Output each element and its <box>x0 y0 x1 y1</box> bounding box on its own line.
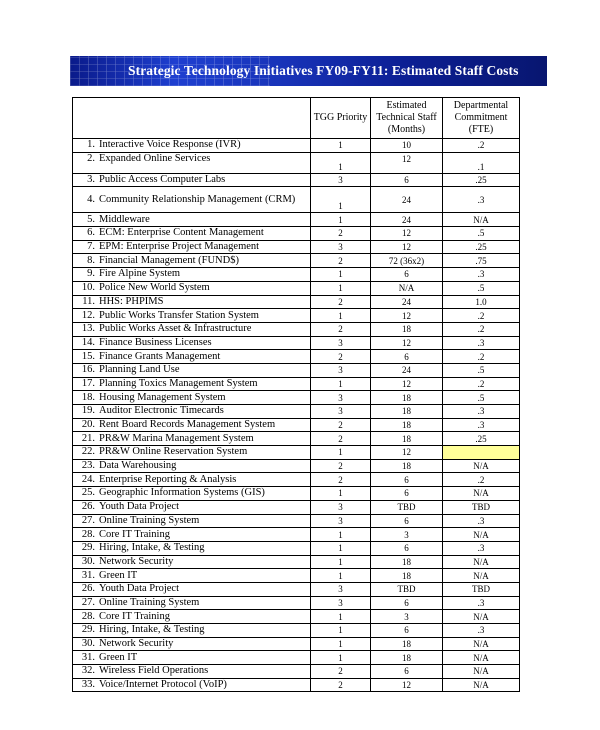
row-number: 13. <box>81 323 95 335</box>
row-number: 28. <box>81 528 95 540</box>
staff-months-cell: 12 <box>371 446 443 460</box>
initiative-cell <box>73 637 311 651</box>
priority-cell: 1 <box>311 610 371 624</box>
commitment-cell: N/A <box>443 555 520 569</box>
commitment-cell: N/A <box>443 459 520 473</box>
row-number: 29. <box>81 542 95 554</box>
table-row <box>73 268 520 282</box>
initiative-name: Network Security <box>99 638 174 650</box>
commitment-cell: N/A <box>443 665 520 679</box>
commitment-cell: .5 <box>443 391 520 405</box>
row-number: 29. <box>81 624 95 636</box>
initiative-cell <box>73 596 311 610</box>
priority-cell: 1 <box>311 377 371 391</box>
row-number: 30. <box>81 555 95 567</box>
priority-cell: 1 <box>311 555 371 569</box>
staff-months-cell: 18 <box>371 569 443 583</box>
row-number: 8. <box>87 254 95 266</box>
priority-cell: 3 <box>311 500 371 514</box>
header-initiative <box>73 98 311 139</box>
initiative-name: PR&W Online Reservation System <box>99 446 248 458</box>
staff-months-cell: 6 <box>371 473 443 487</box>
commitment-cell: .3 <box>443 418 520 432</box>
row-number: 19. <box>81 405 95 417</box>
commitment-cell: N/A <box>443 637 520 651</box>
commitment-cell: N/A <box>443 528 520 542</box>
commitment-cell: .25 <box>443 432 520 446</box>
initiative-name: Online Training System <box>99 596 200 608</box>
staff-cost-table <box>72 97 520 692</box>
staff-months-cell: 12 <box>371 309 443 323</box>
staff-months-cell: 6 <box>371 487 443 501</box>
staff-months-cell: 6 <box>371 350 443 364</box>
initiative-cell <box>73 173 311 187</box>
row-number: 31. <box>81 569 95 581</box>
table-row <box>73 227 520 241</box>
header-priority: TGG Priority <box>311 98 371 139</box>
commitment-cell: .2 <box>443 350 520 364</box>
staff-months-cell: 72 (36x2) <box>371 254 443 268</box>
commitment-cell: .2 <box>443 322 520 336</box>
initiative-name: Youth Data Project <box>99 583 180 595</box>
table-row <box>73 678 520 692</box>
row-number: 4. <box>87 193 95 205</box>
document-title: Strategic Technology Initiatives FY09-FY11: Estimated Staff Costs <box>128 63 519 78</box>
initiative-cell <box>73 487 311 501</box>
commitment-cell: .3 <box>443 624 520 638</box>
initiative-name: Police New World System <box>99 282 210 294</box>
staff-months-cell: 24 <box>371 213 443 227</box>
initiative-cell <box>73 432 311 446</box>
table-row <box>73 514 520 528</box>
table-row <box>73 350 520 364</box>
initiative-cell <box>73 541 311 555</box>
table-row <box>73 213 520 227</box>
commitment-cell: N/A <box>443 678 520 692</box>
table-row <box>73 528 520 542</box>
row-number: 27. <box>81 514 95 526</box>
initiative-name: Public Works Asset & Infrastructure <box>99 323 252 335</box>
initiative-name: Housing Management System <box>99 391 226 403</box>
row-number: 7. <box>87 241 95 253</box>
table-row <box>73 569 520 583</box>
staff-months-cell: 18 <box>371 418 443 432</box>
table-row <box>73 254 520 268</box>
initiative-name: Planning Land Use <box>99 364 180 376</box>
initiative-name: Middleware <box>99 213 150 225</box>
priority-cell: 1 <box>311 487 371 501</box>
staff-months-cell: 18 <box>371 459 443 473</box>
table-row <box>73 555 520 569</box>
row-number: 33. <box>81 679 95 691</box>
staff-months-cell: 12 <box>371 377 443 391</box>
initiative-name: Data Warehousing <box>99 460 177 472</box>
initiative-name: Financial Management (FUND$) <box>99 254 239 266</box>
commitment-cell: .3 <box>443 336 520 350</box>
staff-months-cell: 12 <box>371 152 443 173</box>
initiative-cell <box>73 363 311 377</box>
row-number: 32. <box>81 665 95 677</box>
initiative-name: Wireless Field Operations <box>99 665 209 677</box>
commitment-cell: N/A <box>443 487 520 501</box>
commitment-cell: .75 <box>443 254 520 268</box>
table-row <box>73 487 520 501</box>
priority-cell: 2 <box>311 678 371 692</box>
initiative-cell <box>73 377 311 391</box>
priority-cell: 1 <box>311 268 371 282</box>
staff-months-cell: 3 <box>371 610 443 624</box>
row-number: 5. <box>87 213 95 225</box>
initiative-cell <box>73 295 311 309</box>
table-row <box>73 187 520 213</box>
initiative-cell <box>73 281 311 295</box>
table-row <box>73 459 520 473</box>
initiative-cell <box>73 418 311 432</box>
table-row <box>73 637 520 651</box>
initiative-cell <box>73 268 311 282</box>
row-number: 24. <box>81 473 95 485</box>
table-row <box>73 309 520 323</box>
staff-months-cell: 3 <box>371 528 443 542</box>
staff-months-cell: 12 <box>371 240 443 254</box>
staff-months-cell: TBD <box>371 582 443 596</box>
table-row <box>73 446 520 460</box>
commitment-cell: TBD <box>443 500 520 514</box>
row-number: 2. <box>87 152 95 164</box>
commitment-cell: .3 <box>443 596 520 610</box>
table-row <box>73 363 520 377</box>
table-row <box>73 139 520 153</box>
table-row <box>73 582 520 596</box>
title-banner <box>70 56 547 86</box>
staff-months-cell: 6 <box>371 541 443 555</box>
commitment-cell: .5 <box>443 281 520 295</box>
row-number: 1. <box>87 139 95 151</box>
initiative-cell <box>73 514 311 528</box>
staff-months-cell: 18 <box>371 405 443 419</box>
priority-cell: 2 <box>311 459 371 473</box>
initiative-name: Expanded Online Services <box>99 152 211 164</box>
table-row <box>73 281 520 295</box>
priority-cell: 3 <box>311 173 371 187</box>
priority-cell: 1 <box>311 187 371 213</box>
priority-cell: 1 <box>311 637 371 651</box>
staff-months-cell: 18 <box>371 432 443 446</box>
initiative-cell <box>73 500 311 514</box>
priority-cell: 3 <box>311 363 371 377</box>
priority-cell: 1 <box>311 651 371 665</box>
initiative-cell <box>73 651 311 665</box>
staff-months-cell: 18 <box>371 555 443 569</box>
priority-cell: 2 <box>311 295 371 309</box>
initiative-cell <box>73 213 311 227</box>
table-row <box>73 596 520 610</box>
staff-months-cell: 24 <box>371 295 443 309</box>
priority-cell: 3 <box>311 582 371 596</box>
priority-cell: 3 <box>311 596 371 610</box>
staff-months-cell: 6 <box>371 665 443 679</box>
staff-months-cell: 6 <box>371 624 443 638</box>
initiative-cell <box>73 240 311 254</box>
table-row <box>73 665 520 679</box>
priority-cell: 1 <box>311 281 371 295</box>
priority-cell: 1 <box>311 446 371 460</box>
initiative-cell <box>73 678 311 692</box>
initiative-cell <box>73 665 311 679</box>
row-number: 9. <box>87 268 95 280</box>
table-body <box>73 139 520 692</box>
row-number: 17. <box>81 377 95 389</box>
initiative-cell <box>73 336 311 350</box>
row-number: 25. <box>81 487 95 499</box>
table-row <box>73 152 520 173</box>
commitment-cell: TBD <box>443 582 520 596</box>
priority-cell: 3 <box>311 514 371 528</box>
priority-cell: 1 <box>311 569 371 583</box>
initiative-name: Rent Board Records Management System <box>99 419 276 431</box>
initiative-cell <box>73 391 311 405</box>
row-number: 23. <box>81 460 95 472</box>
priority-cell: 2 <box>311 254 371 268</box>
initiative-name: Core IT Training <box>99 528 170 540</box>
row-number: 28. <box>81 610 95 622</box>
table-row <box>73 295 520 309</box>
staff-months-cell: 6 <box>371 596 443 610</box>
priority-cell: 2 <box>311 473 371 487</box>
initiative-name: HHS: PHPIMS <box>99 295 164 307</box>
row-number: 20. <box>81 419 95 431</box>
initiative-cell <box>73 350 311 364</box>
table-row <box>73 377 520 391</box>
initiative-cell <box>73 187 311 213</box>
commitment-cell: 1.0 <box>443 295 520 309</box>
table-row <box>73 173 520 187</box>
table-row <box>73 610 520 624</box>
initiative-name: Public Works Transfer Station System <box>99 309 259 321</box>
initiative-cell <box>73 309 311 323</box>
initiative-name: Online Training System <box>99 514 200 526</box>
staff-months-cell: 6 <box>371 268 443 282</box>
initiative-name: Enterprise Reporting & Analysis <box>99 473 237 485</box>
table-row <box>73 432 520 446</box>
priority-cell: 1 <box>311 309 371 323</box>
row-number: 18. <box>81 391 95 403</box>
initiative-name: Voice/Internet Protocol (VoIP) <box>99 679 227 691</box>
staff-months-cell: 18 <box>371 391 443 405</box>
table-row <box>73 500 520 514</box>
row-number: 14. <box>81 336 95 348</box>
priority-cell: 1 <box>311 624 371 638</box>
commitment-cell: .3 <box>443 541 520 555</box>
table-row <box>73 473 520 487</box>
initiative-name: Finance Business Licenses <box>99 336 212 348</box>
initiative-name: Interactive Voice Response (IVR) <box>99 139 241 151</box>
staff-months-cell: 18 <box>371 322 443 336</box>
priority-cell: 3 <box>311 391 371 405</box>
row-number: 6. <box>87 227 95 239</box>
commitment-cell: .5 <box>443 227 520 241</box>
table-row <box>73 240 520 254</box>
table-row <box>73 322 520 336</box>
row-number: 27. <box>81 596 95 608</box>
row-number: 30. <box>81 638 95 650</box>
row-number: 12. <box>81 309 95 321</box>
commitment-cell: .1 <box>443 152 520 173</box>
initiative-name: Green IT <box>99 651 138 663</box>
priority-cell: 3 <box>311 240 371 254</box>
initiative-name: PR&W Marina Management System <box>99 432 254 444</box>
initiative-name: Green IT <box>99 569 138 581</box>
commitment-cell: .2 <box>443 377 520 391</box>
priority-cell: 1 <box>311 152 371 173</box>
initiative-name: Hiring, Intake, & Testing <box>99 624 205 636</box>
header-commitment: Departmental Commitment (FTE) <box>443 98 520 139</box>
priority-cell: 3 <box>311 405 371 419</box>
initiative-cell <box>73 254 311 268</box>
table-row <box>73 624 520 638</box>
row-number: 10. <box>81 282 95 294</box>
row-number: 31. <box>81 651 95 663</box>
initiative-cell <box>73 569 311 583</box>
commitment-cell: N/A <box>443 569 520 583</box>
row-number: 11. <box>82 295 95 307</box>
staff-months-cell: 12 <box>371 336 443 350</box>
staff-months-cell: 10 <box>371 139 443 153</box>
commitment-cell: .25 <box>443 173 520 187</box>
initiative-cell <box>73 528 311 542</box>
commitment-cell: .2 <box>443 139 520 153</box>
initiative-name: Network Security <box>99 555 174 567</box>
initiative-cell <box>73 624 311 638</box>
commitment-cell: N/A <box>443 610 520 624</box>
initiative-name: Geographic Information Systems (GIS) <box>99 487 265 499</box>
priority-cell: 3 <box>311 336 371 350</box>
staff-months-cell: 6 <box>371 514 443 528</box>
initiative-name: ECM: Enterprise Content Management <box>99 227 264 239</box>
staff-months-cell: 12 <box>371 678 443 692</box>
staff-months-cell: 18 <box>371 651 443 665</box>
initiative-cell <box>73 459 311 473</box>
commitment-cell: .2 <box>443 473 520 487</box>
initiative-cell <box>73 582 311 596</box>
row-number: 22. <box>81 446 95 458</box>
row-number: 3. <box>87 174 95 186</box>
table-row <box>73 541 520 555</box>
table-row <box>73 405 520 419</box>
table-row <box>73 391 520 405</box>
initiative-name: Finance Grants Management <box>99 350 221 362</box>
priority-cell: 2 <box>311 350 371 364</box>
commitment-cell: N/A <box>443 651 520 665</box>
priority-cell: 1 <box>311 541 371 555</box>
commitment-cell: .3 <box>443 514 520 528</box>
initiative-cell <box>73 446 311 460</box>
table-row <box>73 336 520 350</box>
table-row <box>73 418 520 432</box>
priority-cell: 1 <box>311 528 371 542</box>
initiative-name: Planning Toxics Management System <box>99 377 258 389</box>
staff-months-cell: 12 <box>371 227 443 241</box>
row-number: 26. <box>81 501 95 513</box>
initiative-cell <box>73 555 311 569</box>
initiative-cell <box>73 152 311 173</box>
priority-cell: 2 <box>311 227 371 241</box>
header-staff-months: Estimated Technical Staff (Months) <box>371 98 443 139</box>
initiative-name: Youth Data Project <box>99 501 180 513</box>
commitment-cell: N/A <box>443 213 520 227</box>
priority-cell: 1 <box>311 213 371 227</box>
initiative-cell <box>73 139 311 153</box>
row-number: 15. <box>81 350 95 362</box>
staff-months-cell: 24 <box>371 187 443 213</box>
table-header-row <box>73 98 520 139</box>
initiative-name: Fire Alpine System <box>99 268 181 280</box>
row-number: 21. <box>81 432 95 444</box>
priority-cell: 2 <box>311 418 371 432</box>
initiative-cell <box>73 610 311 624</box>
initiative-name: Hiring, Intake, & Testing <box>99 542 205 554</box>
initiative-cell <box>73 227 311 241</box>
commitment-cell <box>443 446 520 460</box>
initiative-cell <box>73 473 311 487</box>
priority-cell: 1 <box>311 139 371 153</box>
staff-months-cell: 18 <box>371 637 443 651</box>
row-number: 26. <box>81 583 95 595</box>
initiative-cell <box>73 322 311 336</box>
staff-months-cell: TBD <box>371 500 443 514</box>
initiative-name: Public Access Computer Labs <box>99 174 226 186</box>
initiative-name: EPM: Enterprise Project Management <box>99 241 260 253</box>
commitment-cell: .25 <box>443 240 520 254</box>
staff-months-cell: N/A <box>371 281 443 295</box>
commitment-cell: .2 <box>443 309 520 323</box>
staff-months-cell: 24 <box>371 363 443 377</box>
staff-months-cell: 6 <box>371 173 443 187</box>
table-row <box>73 651 520 665</box>
initiative-cell <box>73 405 311 419</box>
initiative-name: Auditor Electronic Timecards <box>99 405 224 417</box>
commitment-cell: .5 <box>443 363 520 377</box>
initiative-name: Core IT Training <box>99 610 170 622</box>
row-number: 16. <box>81 364 95 376</box>
priority-cell: 2 <box>311 665 371 679</box>
commitment-cell: .3 <box>443 268 520 282</box>
priority-cell: 2 <box>311 322 371 336</box>
commitment-cell: .3 <box>443 187 520 213</box>
priority-cell: 2 <box>311 432 371 446</box>
initiative-name: Community Relationship Management (CRM) <box>99 193 296 205</box>
commitment-cell: .3 <box>443 405 520 419</box>
